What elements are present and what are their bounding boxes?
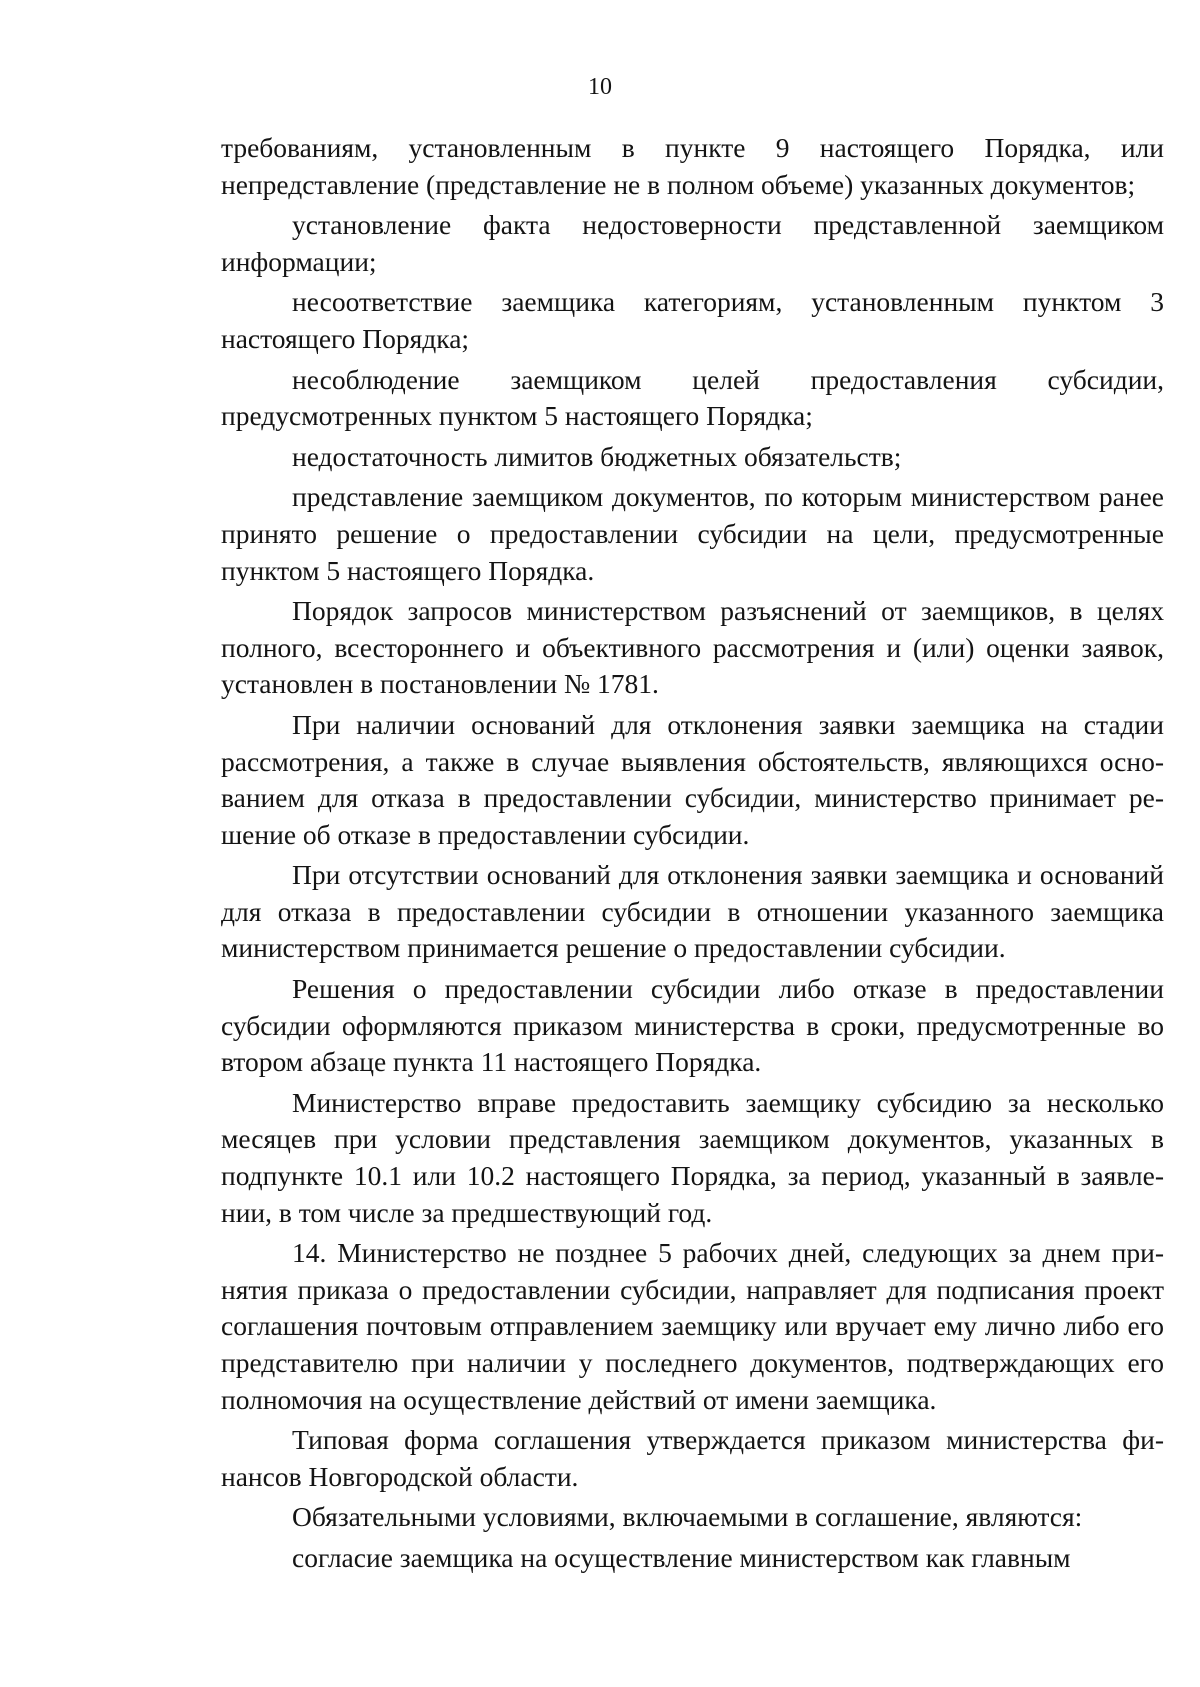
- paragraph: 14. Министерство не позднее 5 рабочих дней, следующих за днем принятия приказа о предоставлении субсидии, направляет для подписания проект соглашения почтовым отправлением заемщику или вручает ему лично либо его представителю при наличии у последнего документов, подтверждающих его полномочия на осуществление действий от имени заемщика.: [221, 1237, 1164, 1415]
- paragraph: недостаточность лимитов бюджетных обязательств;: [292, 440, 902, 472]
- paragraph: Решения о предоставлении субсидии либо отказе в предоставлении субсидии оформляются приказом министерства в сроки, предусмотренные во втором абзаце пункта 11 настоящего Порядка.: [221, 973, 1164, 1078]
- paragraph: согласие заемщика на осуществление министерством как главным: [292, 1541, 1071, 1573]
- paragraph: несоответствие заемщика категориям, установленным пунктом 3 настоящего Порядка;: [221, 286, 1164, 354]
- paragraph: Министерство вправе предоставить заемщику субсидию за несколько месяцев при условии представления заемщиком документов, указанных в подпункте 10.1 или 10.2 настоящего Порядка, за период, указанный в заявлении, в том числе за предшествующий год.: [221, 1086, 1164, 1228]
- paragraph: При отсутствии оснований для отклонения заявки заемщика и оснований для отказа в предоставлении субсидии в отношении указанного заемщика министерством принимается решение о предоставлении субсидии.: [221, 859, 1164, 964]
- paragraph: Обязательными условиями, включаемыми в соглашение, являются:: [292, 1501, 1083, 1533]
- paragraph: представление заемщиком документов, по которым министерством ранее принято решение о предоставлении субсидии на цели, предусмотренные пунктом 5 настоящего Порядка.: [221, 481, 1164, 586]
- paragraph: Порядок запросов министерством разъяснений от заемщиков, в целях полного, всестороннего и объективного рассмотрения и (или) оценки заявок, установлен в постановлении № 1781.: [221, 595, 1164, 700]
- paragraph: установление факта недостоверности представленной заемщиком информации;: [221, 209, 1164, 277]
- paragraph: несоблюдение заемщиком целей предоставления субсидии, предусмотренных пунктом 5 настоящего Порядка;: [221, 363, 1164, 432]
- page-number: 10: [588, 74, 612, 100]
- paragraph: требованиям, установленным в пункте 9 настоящего Порядка, или непредставление (представление не в полном объеме) указанных документов;: [221, 132, 1164, 200]
- paragraph: При наличии оснований для отклонения заявки заемщика на стадии рассмотрения, а также в случае выявления обстоятельств, являющихся основанием для отказа в предоставлении субсидии, министерство принимает решение об отказе в предоставлении субсидии.: [221, 708, 1164, 850]
- document-body: [221, 130, 1164, 1581]
- paragraph: Типовая форма соглашения утверждается приказом министерства финансов Новгородской области.: [221, 1424, 1164, 1492]
